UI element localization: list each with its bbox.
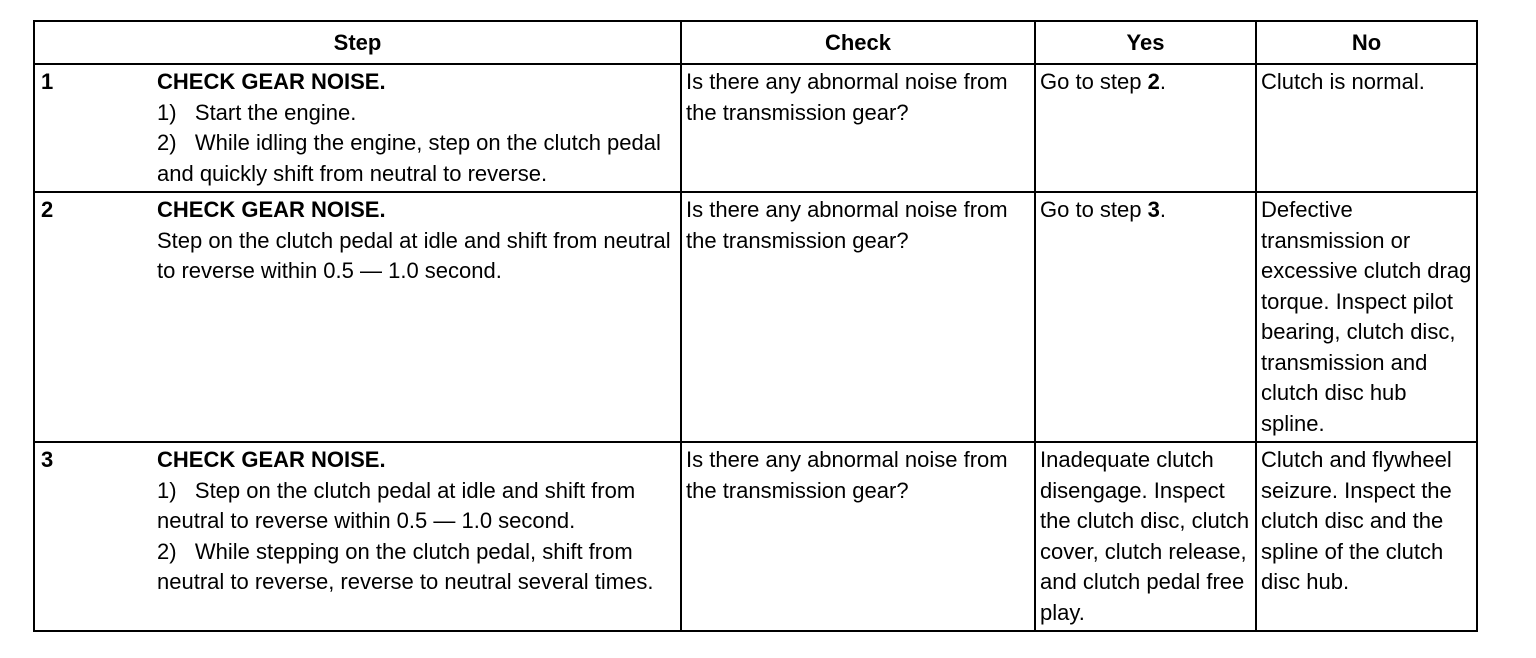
check-cell: Is there any abnormal noise from the transmission gear?: [681, 64, 1035, 192]
step-instruction: 1) Step on the clutch pedal at idle and shift from neutral to reverse within 0.5 — 1.0 second.: [157, 477, 642, 533]
yes-step-link: 2: [1147, 69, 1160, 94]
check-cell: Is there any abnormal noise from the transmission gear?: [681, 192, 1035, 442]
yes-text: Go to step: [1040, 69, 1148, 94]
table-row: [34, 442, 1477, 631]
yes-cell: Inadequate clutch disengage. Inspect the clutch disc, clutch cover, clutch release, and clutch pedal free play.: [1035, 442, 1256, 631]
no-cell: Defective transmission or excessive clutch drag torque. Inspect pilot bearing, clutch disc, transmission and clutch disc hub spline.: [1256, 192, 1477, 442]
step-instruction: 2) While idling the engine, step on the clutch pedal and quickly shift from neutral to reverse.: [157, 130, 667, 186]
step-instruction: 2) While stepping on the clutch pedal, shift from neutral to reverse, reverse to neutral several times.: [157, 538, 654, 594]
yes-cell: [1035, 64, 1256, 192]
step-title: CHECK GEAR NOISE.: [157, 447, 386, 472]
step-number: 2: [41, 197, 54, 222]
step-title: CHECK GEAR NOISE.: [157, 69, 386, 94]
step-number: 1: [41, 69, 54, 94]
column-header-yes: Yes: [1035, 21, 1256, 64]
step-instruction: 1) Start the engine.: [157, 99, 357, 125]
no-cell: Clutch is normal.: [1256, 64, 1477, 192]
yes-text: Go to step: [1040, 197, 1148, 222]
column-header-check: Check: [681, 21, 1035, 64]
step-cell: [34, 442, 681, 631]
table-header-row: [34, 21, 1477, 64]
step-cell: [34, 64, 681, 192]
step-number: 3: [41, 447, 54, 472]
yes-step-link: 3: [1147, 197, 1160, 222]
column-header-step: Step: [34, 21, 681, 64]
yes-suffix: .: [1159, 197, 1166, 222]
step-cell: [34, 192, 681, 442]
check-cell: Is there any abnormal noise from the transmission gear?: [681, 442, 1035, 631]
step-instruction: Step on the clutch pedal at idle and shift from neutral to reverse within 0.5 — 1.0 second.: [157, 227, 671, 283]
diagnostic-table: [33, 20, 1478, 632]
table-row: [34, 64, 1477, 192]
column-header-no: No: [1256, 21, 1477, 64]
yes-suffix: .: [1159, 69, 1166, 94]
table-row: [34, 192, 1477, 442]
yes-cell: [1035, 192, 1256, 442]
step-title: CHECK GEAR NOISE.: [157, 197, 386, 222]
no-cell: Clutch and flywheel seizure. Inspect the clutch disc and the spline of the clutch disc hub.: [1256, 442, 1477, 631]
